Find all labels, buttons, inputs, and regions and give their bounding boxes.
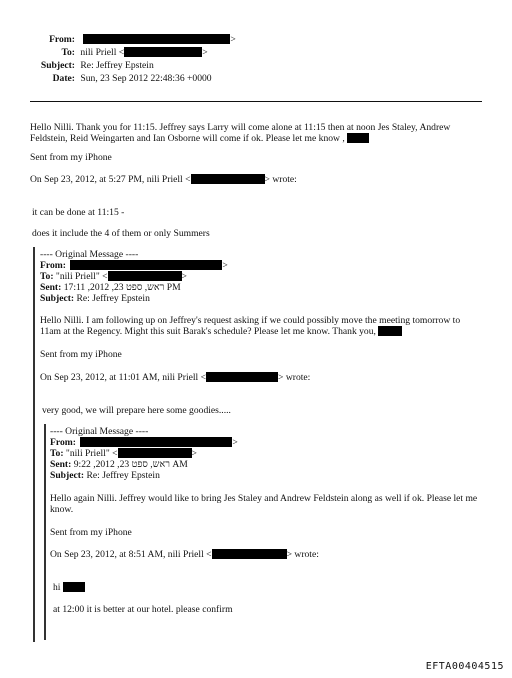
orig2-hi: hi	[53, 582, 61, 593]
orig2-last: at 12:00 it is better at our hotel. please confirm	[53, 604, 233, 615]
redacted-block	[191, 174, 265, 184]
orig2-on-line-text: On Sep 23, 2012, at 8:51 AM, nili Priell <	[50, 549, 212, 560]
reply-body	[30, 122, 486, 144]
angle-close: >	[232, 437, 238, 448]
redacted-block	[347, 133, 369, 143]
orig1-body-text: Hello Nilli. I am following up on Jeffrey's request asking if we could possibly move the meeting tomorrow to 11am at the Regency. Might this suit Barak's schedule? Please let me know. Thank you,	[40, 315, 461, 337]
orig2-hi-row	[53, 582, 85, 593]
orig2-to-label: To:	[50, 448, 64, 459]
header-subject-row	[20, 60, 154, 71]
header-from-row	[20, 34, 236, 45]
quote-bar-inner	[44, 424, 46, 640]
wrote-text: > wrote:	[264, 174, 297, 185]
to-label: To:	[61, 47, 75, 58]
orig2-subject-value: Re: Jeffrey Epstein	[86, 470, 160, 481]
angle-close: >	[222, 260, 228, 271]
from-label: From:	[49, 34, 75, 45]
quote-bar-outer	[33, 247, 35, 642]
orig1-on-line-text: On Sep 23, 2012, at 11:01 AM, nili Priell <	[40, 372, 207, 383]
quote-line-2: does it include the 4 of them or only Summers	[32, 228, 210, 239]
date-label: Date:	[52, 73, 75, 84]
orig1-to-row	[40, 271, 187, 282]
reply-text: Hello Nilli. Thank you for 11:15. Jeffrey says Larry will come alone at 11:15 then at noon Jes Staley, Andrew Feldstein, Reid Weingarten and Ian Osborne will come if ok. Please let me know ,	[30, 122, 451, 144]
orig1-title: ---- Original Message ----	[40, 249, 139, 260]
subject-label: Subject:	[40, 60, 75, 71]
redacted-block	[118, 448, 192, 458]
redacted-block	[83, 34, 230, 44]
orig2-from-label: From:	[50, 437, 76, 448]
document-id: EFTA00404515	[425, 661, 504, 672]
redacted-block	[124, 47, 202, 57]
orig1-body	[40, 315, 480, 337]
orig2-on-line	[50, 549, 319, 560]
orig1-to-label: To:	[40, 271, 54, 282]
orig1-sent-value: 17:11 ,2012 ,23 ראש, ספט PM	[63, 282, 181, 293]
orig2-subject-label: Subject:	[50, 470, 85, 481]
orig1-subject-value: Re: Jeffrey Epstein	[76, 293, 150, 304]
to-value: nili Priell <	[80, 47, 125, 58]
orig2-subject-row	[50, 470, 160, 481]
orig1-on-line	[40, 372, 310, 383]
redacted-block	[108, 271, 182, 281]
header-date-row	[20, 73, 212, 84]
subject-value: Re: Jeffrey Epstein	[80, 60, 154, 71]
orig2-from-row	[50, 437, 238, 448]
orig1-from-label: From:	[40, 260, 66, 271]
redacted-block	[63, 582, 85, 592]
orig1-sent-row	[40, 282, 181, 293]
angle-close: >	[230, 34, 236, 45]
on-line-text: On Sep 23, 2012, at 5:27 PM, nili Priell <	[30, 174, 191, 185]
orig2-wrote: > wrote:	[286, 549, 319, 560]
orig2-to-row	[50, 448, 197, 459]
orig1-subject-label: Subject:	[40, 293, 75, 304]
angle-close: >	[191, 448, 197, 459]
orig1-quote: very good, we will prepare here some goodies.....	[42, 405, 231, 416]
header-divider	[30, 101, 482, 102]
orig2-to-value: "nili Priell" <	[65, 448, 118, 459]
quote-line-1: it can be done at 11:15 -	[32, 207, 125, 218]
redacted-block	[378, 326, 402, 336]
orig1-subject-row	[40, 293, 150, 304]
sent-from-1: Sent from my iPhone	[30, 152, 112, 163]
redacted-block	[206, 372, 278, 382]
header-to-row	[20, 47, 208, 58]
redacted-block	[70, 260, 222, 270]
orig1-from-row	[40, 260, 228, 271]
orig2-body: Hello again Nilli. Jeffrey would like to bring Jes Staley and Andrew Feldstein along as well if ok. Please let me know.	[50, 493, 478, 515]
orig1-sent-label: Sent:	[40, 282, 62, 293]
orig2-sent-from: Sent from my iPhone	[50, 527, 132, 538]
orig2-sent-row	[50, 459, 188, 470]
orig2-title: ---- Original Message ----	[50, 426, 149, 437]
orig1-to-value: "nili Priell" <	[55, 271, 108, 282]
redacted-block	[212, 549, 287, 559]
angle-close: >	[202, 47, 208, 58]
on-line-1	[30, 174, 297, 185]
redacted-block	[80, 437, 232, 447]
orig1-wrote: > wrote:	[278, 372, 311, 383]
date-value: Sun, 23 Sep 2012 22:48:36 +0000	[80, 73, 212, 84]
orig2-sent-label: Sent:	[50, 459, 72, 470]
orig1-sent-from: Sent from my iPhone	[40, 349, 122, 360]
angle-close: >	[181, 271, 187, 282]
orig2-sent-value: 9:22 ,2012 ,23 ראש, ספט AM	[73, 459, 188, 470]
